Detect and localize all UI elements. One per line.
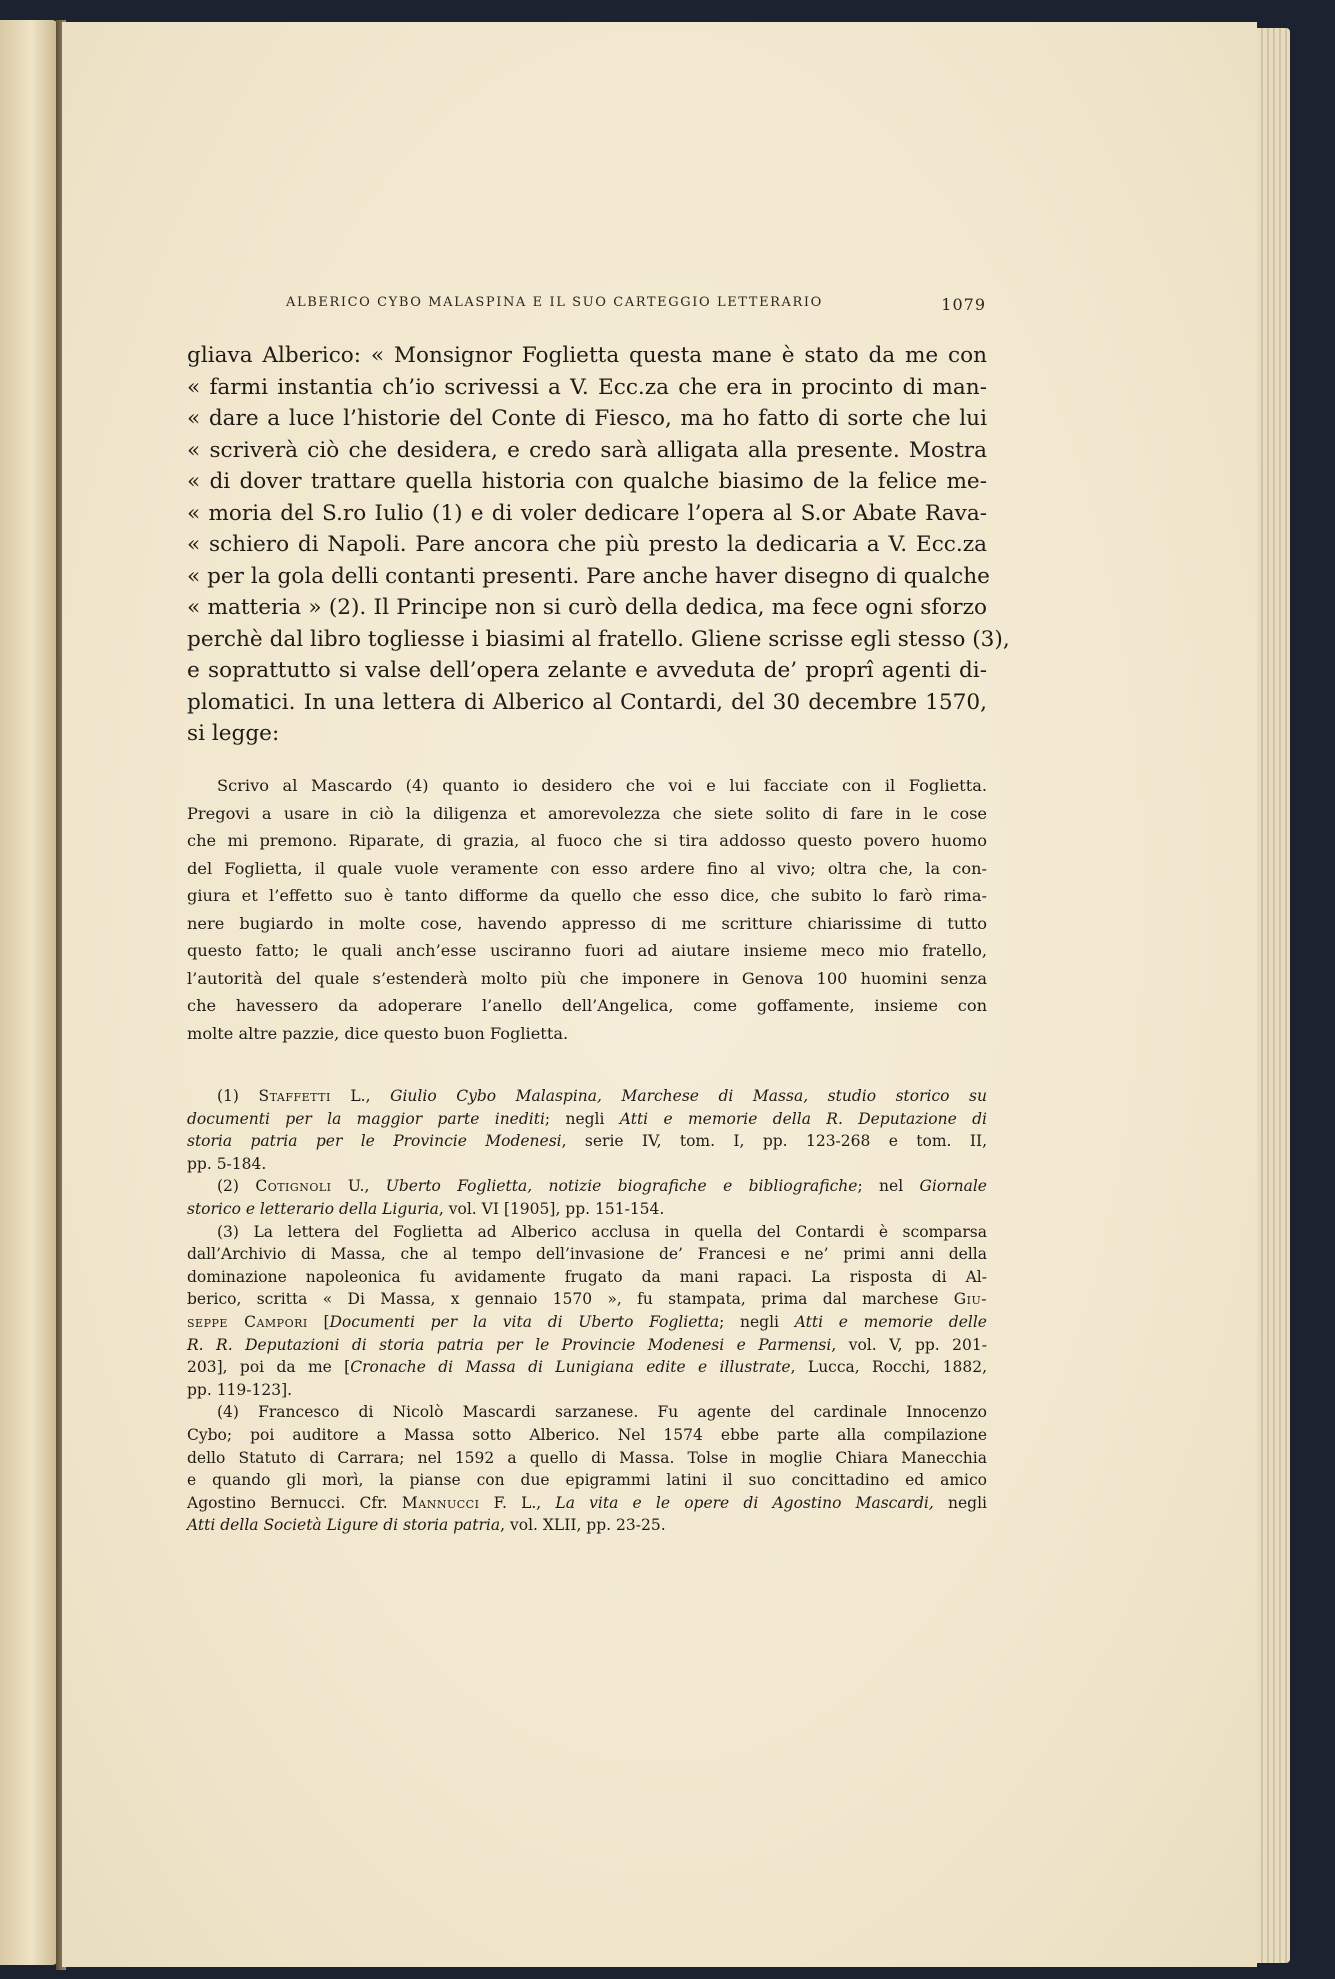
footnote-4-line: dello Statuto di Carrara; nel 1592 a quello di Massa. Tolse in moglie Chiara Manecchia	[187, 1448, 987, 1467]
footnote-marker: (1)	[217, 1087, 259, 1105]
work-title: Giulio Cybo Malaspina, Marchese di Massa, studio storico su	[390, 1087, 987, 1105]
quote-line: giura et l’effetto suo è tanto difforme da quello che esso dice, che subito lo farò rima-	[187, 886, 987, 905]
footnote-3-line	[187, 1288, 987, 1311]
text-line: « matteria » (2). Il Principe non si curò della dedica, ma fece ogni sforzo	[187, 595, 987, 620]
footnote-3-line: dall’Archivio di Massa, che al tempo dell’invasione de’ Francesi e ne’ primi anni della	[187, 1245, 987, 1264]
text-line: « dare a luce l’historie del Conte di Fiesco, ma ho fatto di sorte che lui	[187, 406, 987, 431]
running-header	[286, 295, 986, 314]
work-title: Cronache di Massa di Lunigiana edite e illustrate	[350, 1358, 791, 1377]
citation-text: ; nel	[857, 1177, 920, 1196]
journal-title: Atti e memorie della R. Deputazione di	[619, 1109, 987, 1128]
text-line: « schiero di Napoli. Pare ancora che più presto la dedicaria a V. Ecc.za	[187, 532, 987, 557]
footnote-2-line	[187, 1198, 987, 1221]
journal-title: Atti e memorie delle	[794, 1312, 987, 1331]
citation-text: ; negli	[719, 1312, 795, 1331]
footnote-4-line: Cybo; poi auditore a Massa sotto Alberico. Nel 1574 ebbe parte alla compilazione	[187, 1425, 987, 1444]
journal-title: R. R. Deputazioni di storia patria per le Provincie Modenesi e Parmensi	[187, 1335, 832, 1354]
author-name: Giu-	[953, 1290, 987, 1309]
footnote-1-line	[187, 1085, 987, 1108]
author-name: Mannucci	[401, 1493, 480, 1512]
footnote-4-line	[187, 1514, 987, 1537]
quote-line: l’autorità del quale s’estenderà molto più che imponere in Genova 100 huomini senza	[187, 968, 987, 988]
footnotes	[187, 1085, 987, 1537]
citation-text: , vol. XLII, pp. 23-25.	[500, 1516, 666, 1535]
footnote-4-line	[187, 1492, 987, 1515]
quote-line: nere bugiardo in molte cose, havendo appresso di me scritture chiarissime di tutto	[187, 913, 987, 933]
journal-title: Giornale	[919, 1177, 987, 1196]
work-title: documenti per la maggior parte inediti	[187, 1109, 545, 1128]
journal-title: Atti della Società Ligure di storia patria	[187, 1516, 501, 1535]
author-initial: L.,	[330, 1087, 391, 1105]
text-line: « moria del S.ro Iulio (1) e di voler dedicare l’opera al S.or Abate Rava-	[187, 500, 987, 526]
footnote-1-line	[187, 1130, 987, 1153]
author-initial: F. L.,	[479, 1493, 556, 1512]
quote-line: che mi premono. Riparate, di grazia, al fuoco che si tira addosso questo povero huomo	[187, 831, 987, 850]
work-title: Documenti per la vita di Uberto Foglietta	[329, 1312, 720, 1331]
citation-text: Agostino Bernucci. Cfr.	[187, 1493, 402, 1512]
text-line: « per la gola delli contanti presenti. Pare anche haver disegno di qualche	[187, 563, 990, 589]
footnote-3-line	[187, 1311, 987, 1334]
citation-text: 203], poi da me [	[187, 1358, 351, 1377]
running-title: ALBERICO CYBO MALASPINA E IL SUO CARTEGGIO LETTERARIO	[286, 295, 823, 310]
footnote-1-line	[187, 1108, 987, 1131]
citation-text: , vol. VI [1905], pp. 151-154.	[438, 1199, 665, 1218]
footnote-2-line	[187, 1175, 987, 1198]
footnote-4-line: e quando gli morì, la pianse con due epigrammi latini il suo concittadino ed amico	[187, 1471, 987, 1490]
quote-line: Pregovi a usare in ciò la diligenza et amorevolezza che siete solito di fare in le cose	[187, 803, 987, 823]
author-name: Staffetti	[258, 1087, 331, 1105]
citation-text: ; negli	[544, 1109, 620, 1128]
citation-text: , serie IV, tom. I, pp. 123-268 e tom. II,	[561, 1132, 988, 1151]
book-page	[62, 22, 1257, 1967]
quote-line: molte altre pazzie, dice questo buon Foglietta.	[187, 1023, 569, 1043]
text-line: « scriverà ciò che desidera, e credo sarà alligata alla presente. Mostra	[187, 437, 987, 463]
author-initial: U.,	[331, 1177, 386, 1196]
text-line: « farmi instantia ch’io scrivessi a V. Ecc.za che era in procinto di man-	[187, 374, 987, 400]
text-line: e soprattutto si valse dell’opera zelante e avveduta de’ proprî agenti di-	[187, 658, 987, 683]
text-line: « di dover trattare quella historia con qualche biasimo de la felice me-	[187, 469, 987, 494]
journal-title: storico e letterario della Liguria	[187, 1199, 439, 1218]
work-title: Uberto Foglietta, notizie biografiche e bibliografiche	[385, 1177, 858, 1196]
citation-text: [	[307, 1312, 330, 1331]
page-number: 1079	[941, 295, 986, 314]
text-line: plomatici. In una lettera di Alberico al Contardi, del 30 decembre 1570,	[187, 689, 987, 715]
work-title: La vita e le opere di Agostino Mascardi,	[555, 1493, 934, 1512]
text-line: si legge:	[187, 721, 280, 746]
footnote-1-line: pp. 5-184.	[187, 1154, 267, 1173]
footnote-3-line: (3) La lettera del Foglietta ad Alberico acclusa in quella del Contardi è scomparsa	[217, 1222, 987, 1241]
journal-title: storia patria per le Provincie Modenesi	[187, 1132, 562, 1151]
quote-line: del Foglietta, il quale vuole veramente con esso ardere fino al vivo; oltra che, la con-	[187, 858, 987, 878]
block-quote	[187, 772, 987, 1047]
citation-text: berico, scritta « Di Massa, x gennaio 1570 », fu stampata, prima dal marchese	[187, 1290, 954, 1309]
facing-page-edge	[0, 20, 58, 1965]
footnote-marker: (2)	[217, 1177, 256, 1196]
footnote-3-line: dominazione napoleonica fu avidamente frugato da mani rapaci. La risposta di Al-	[187, 1267, 987, 1286]
main-text	[187, 340, 1010, 750]
quote-line: questo fatto; le quali anch’esse usciranno fuori ad aiutare insieme meco mio fratello,	[187, 941, 987, 960]
quote-line: che havessero da adoperare l’anello dell’Angelica, come goffamente, insieme con	[187, 996, 987, 1015]
footnote-4-line: (4) Francesco di Nicolò Mascardi sarzanese. Fu agente del cardinale Innocenzo	[217, 1403, 987, 1422]
footnote-3-line	[187, 1334, 987, 1357]
footnote-3-line: pp. 119-123].	[187, 1380, 293, 1399]
text-line: perchè dal libro togliesse i biasimi al fratello. Gliene scrisse egli stesso (3),	[187, 626, 1010, 652]
quote-line: Scrivo al Mascardo (4) quanto io desidero che voi e lui facciate con il Foglietta.	[217, 776, 987, 795]
citation-text: , Lucca, Rocchi, 1882,	[790, 1358, 987, 1377]
author-name: Cotignoli	[255, 1177, 332, 1196]
text-line: gliava Alberico: « Monsignor Foglietta questa mane è stato da me con	[187, 343, 987, 368]
footnote-3-line	[187, 1356, 987, 1379]
author-name: seppe Campori	[187, 1312, 308, 1331]
citation-text: , vol. V, pp. 201-	[831, 1335, 987, 1354]
citation-text: negli	[933, 1493, 987, 1512]
